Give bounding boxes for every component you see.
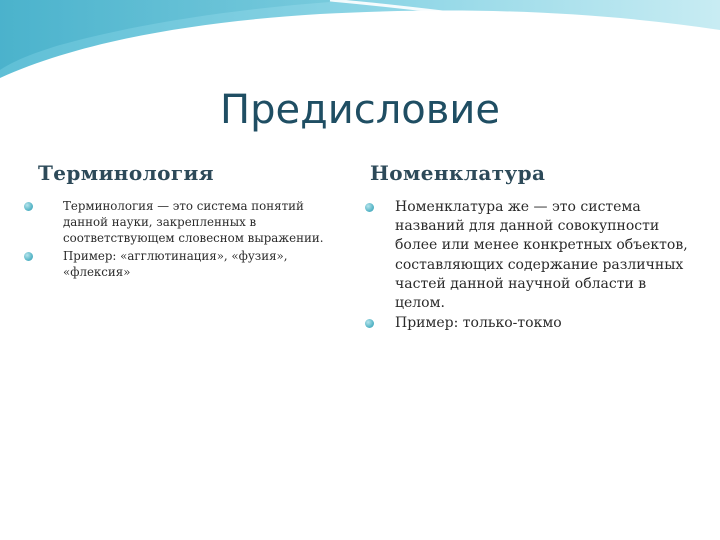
slide-title: Предисловие [220,87,500,133]
bullet-icon [24,202,33,211]
list-item [24,248,334,280]
nomenclature-example-text: Пример: только-токмо [395,315,562,332]
terminology-definition-text: Терминология — это система понятий данной науки, закрепленных в соответствующем словесном выражении. [63,199,324,245]
bullet-icon [24,252,33,261]
nomenclature-definition-text: Номенклатура же — это система названий для данной совокупности более или менее конкретных объектов, составляющих содержание различных частей данной научной области в целом. [395,199,688,312]
terminology-header: Терминология [38,161,214,185]
nomenclature-header: Номенклатура [370,161,546,185]
bullet-icon [365,319,374,328]
list-item [365,314,695,333]
terminology-example-text: Пример: «агглютинация», «фузия», «флексия» [63,249,288,279]
nomenclature-bullet-list [365,198,695,334]
list-item [365,198,695,313]
list-item [24,198,334,246]
decorative-wave-banner [0,0,720,90]
terminology-bullet-list [24,198,334,282]
bullet-icon [365,203,374,212]
